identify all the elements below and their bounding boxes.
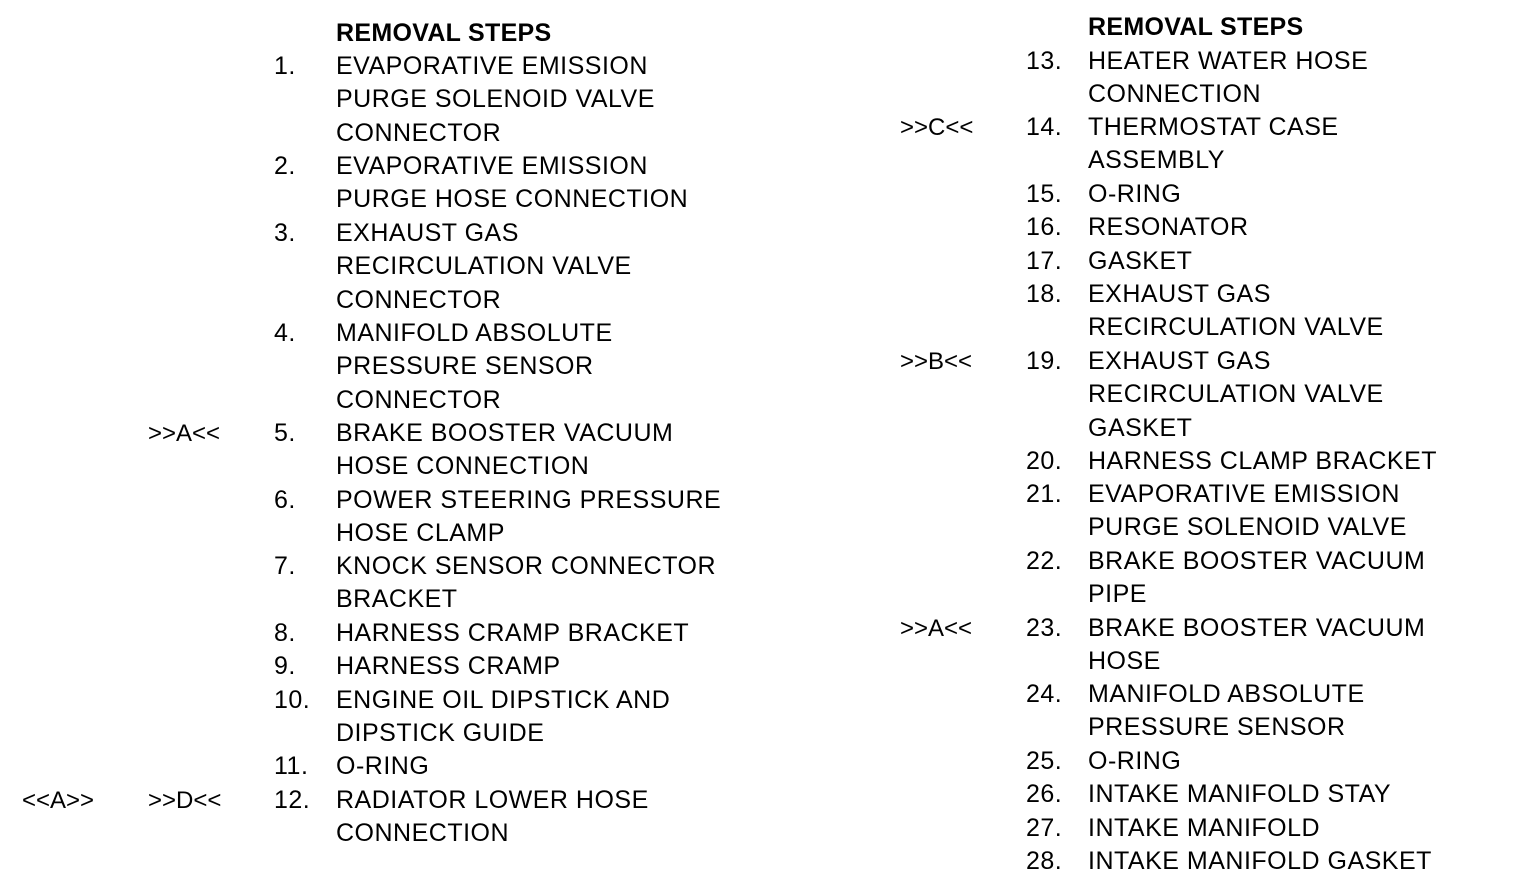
step-text: EVAPORATIVE EMISSION PURGE HOSE CONNECTION — [336, 152, 689, 214]
step-number: 1. — [274, 52, 296, 80]
step-number: 17. — [1026, 247, 1063, 275]
step-number: 14. — [1026, 113, 1063, 141]
step-number: 12. — [274, 786, 311, 814]
step-text: KNOCK SENSOR CONNECTOR BRACKET — [336, 552, 717, 614]
step-text: INTAKE MANIFOLD STAY — [1088, 780, 1392, 808]
step-text: O-RING — [1088, 180, 1182, 208]
step-text: ENGINE OIL DIPSTICK AND DIPSTICK GUIDE — [336, 686, 671, 748]
step-text: EVAPORATIVE EMISSION PURGE SOLENOID VALVE — [1088, 480, 1407, 542]
service-point-mark: >>A<< — [148, 420, 221, 447]
step-text: RADIATOR LOWER HOSE CONNECTION — [336, 786, 649, 848]
step-text: THERMOSTAT CASE ASSEMBLY — [1088, 113, 1339, 175]
step-number: 9. — [274, 652, 296, 680]
step-number: 16. — [1026, 213, 1063, 241]
step-number: 26. — [1026, 780, 1063, 808]
step-number: 19. — [1026, 347, 1063, 375]
step-number: 3. — [274, 219, 296, 247]
step-number: 2. — [274, 152, 296, 180]
step-number: 15. — [1026, 180, 1063, 208]
step-number: 4. — [274, 319, 296, 347]
step-number: 23. — [1026, 614, 1063, 642]
step-text: HARNESS CRAMP — [336, 652, 561, 680]
step-number: 13. — [1026, 47, 1063, 75]
step-number: 10. — [274, 686, 311, 714]
step-number: 20. — [1026, 447, 1063, 475]
step-number: 5. — [274, 419, 296, 447]
step-text: HARNESS CLAMP BRACKET — [1088, 447, 1438, 475]
step-text: EXHAUST GAS RECIRCULATION VALVE — [1088, 280, 1384, 342]
step-number: 11. — [274, 752, 309, 780]
step-text: BRAKE BOOSTER VACUUM HOSE CONNECTION — [336, 419, 674, 481]
service-point-mark: >>A<< — [900, 615, 973, 642]
step-text: EVAPORATIVE EMISSION PURGE SOLENOID VALVE CONNECTOR — [336, 52, 655, 147]
step-number: 24. — [1026, 680, 1063, 708]
step-text: HEATER WATER HOSE CONNECTION — [1088, 47, 1369, 109]
step-text: MANIFOLD ABSOLUTE PRESSURE SENSOR CONNECTOR — [336, 319, 613, 414]
step-text: HARNESS CRAMP BRACKET — [336, 619, 690, 647]
step-text: INTAKE MANIFOLD GASKET — [1088, 847, 1432, 875]
step-number: 8. — [274, 619, 296, 647]
step-number: 18. — [1026, 280, 1063, 308]
step-text: MANIFOLD ABSOLUTE PRESSURE SENSOR — [1088, 680, 1365, 742]
step-text: INTAKE MANIFOLD — [1088, 814, 1321, 842]
service-point-mark: >>B<< — [900, 348, 973, 375]
step-text: RESONATOR — [1088, 213, 1249, 241]
step-number: 27. — [1026, 814, 1063, 842]
step-number: 22. — [1026, 547, 1063, 575]
right-column-heading: REMOVAL STEPS — [1088, 13, 1304, 41]
step-text: O-RING — [1088, 747, 1182, 775]
step-number: 28. — [1026, 847, 1063, 875]
step-number: 6. — [274, 486, 296, 514]
step-number: 7. — [274, 552, 296, 580]
step-number: 25. — [1026, 747, 1063, 775]
step-text: EXHAUST GAS RECIRCULATION VALVE CONNECTOR — [336, 219, 632, 314]
left-column-heading: REMOVAL STEPS — [336, 19, 552, 47]
step-number: 21. — [1026, 480, 1063, 508]
step-text: POWER STEERING PRESSURE HOSE CLAMP — [336, 486, 722, 548]
installation-point-mark: <<A>> — [22, 787, 95, 814]
step-text: BRAKE BOOSTER VACUUM HOSE — [1088, 614, 1426, 676]
step-text: EXHAUST GAS RECIRCULATION VALVE GASKET — [1088, 347, 1384, 442]
service-point-mark: >>C<< — [900, 114, 974, 141]
step-text: BRAKE BOOSTER VACUUM PIPE — [1088, 547, 1426, 609]
step-text: O-RING — [336, 752, 430, 780]
step-text: GASKET — [1088, 247, 1193, 275]
service-point-mark: >>D<< — [148, 787, 222, 814]
